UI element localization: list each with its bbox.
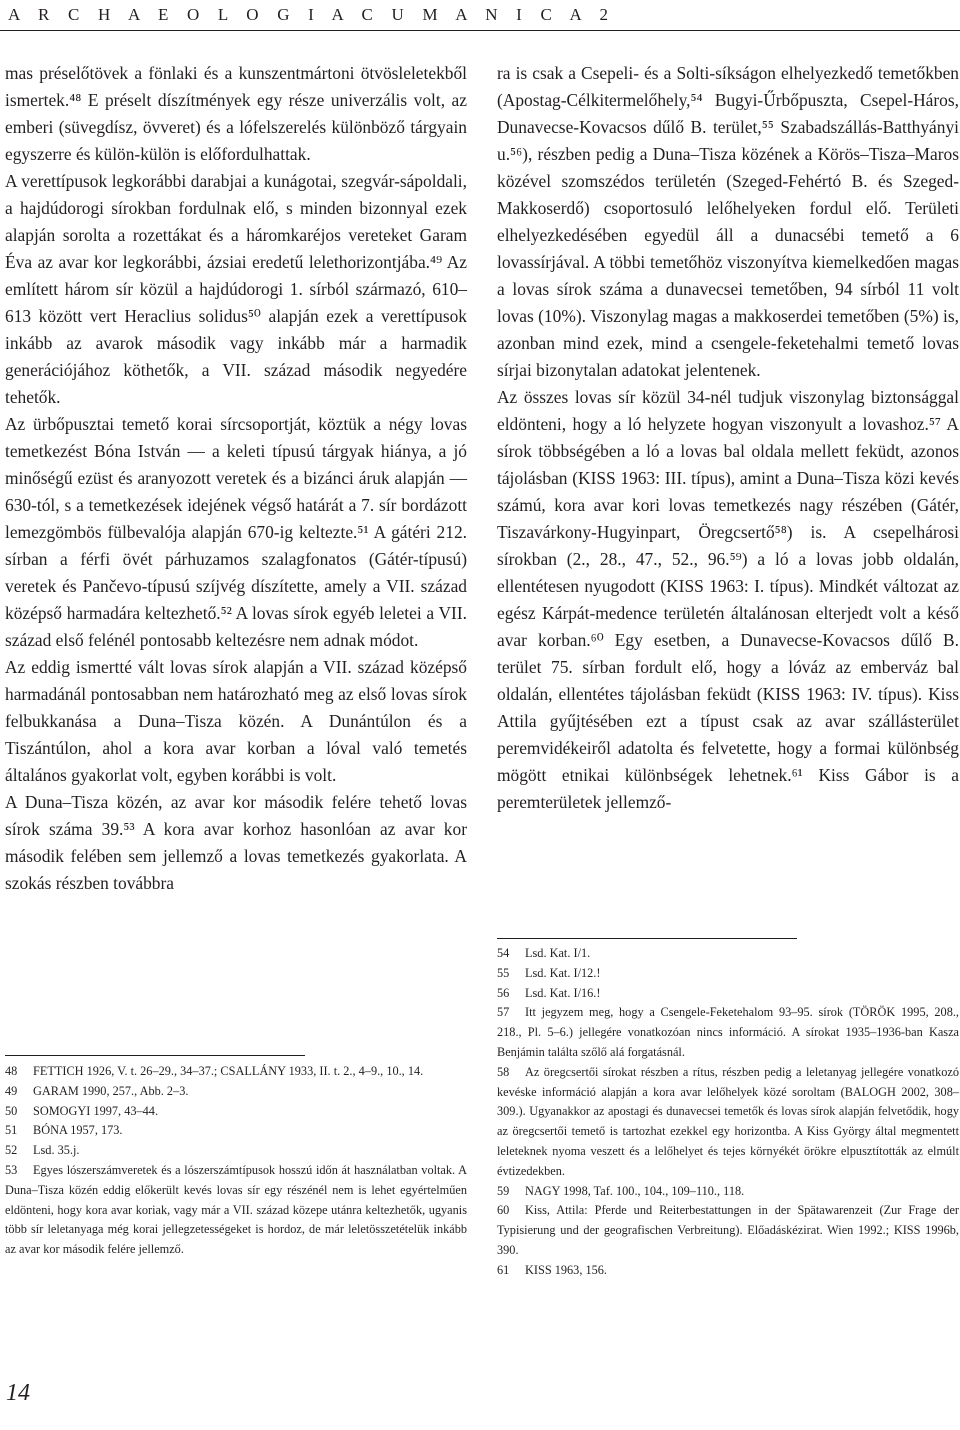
footnote-text: BÓNA 1957, 173. [33,1123,123,1138]
page-number: 14 [6,1380,30,1406]
footnote-text: SOMOGYI 1997, 43–44. [33,1103,159,1118]
footnote-separator [497,938,797,939]
footnote-number: 52 [5,1143,18,1158]
running-header [0,0,960,31]
footnote-text: Egyes lószerszámveretek és a lószerszámtípusok hosszú időn át használatban voltak. A Duna–Tisza közén eddig előkerült kevés lovas sír egy részénél nem is lehet egyértelműen eldönteni, hogy kora avar koriak, vagy már a VII. század közepe utánra keltezhetők, ugyanis több sír leletanyaga még korai jellegzetességeket is hordoz, de már leletösszetételük inkább az avar kor második felére jellemző. [5,1162,467,1257]
footnote-number: 54 [497,946,510,960]
footnote-number: 57 [497,1005,510,1020]
journal-title: A R C H A E O L O G I A C U M A N I C A 2 [8,5,616,24]
paragraph: Az ürbőpusztai temető korai sírcsoportját, köztük a négy lovas temetkezést Bóna István — a keleti típusú tárgyak hiánya, a jó minőségű ezüst és aranyozott veretek és a bizánci áruk alapján — 630-tól, s a temetkezések idejének végső határát a 7. sír bordázott lemezgömbös fülbevalója alapján 670-ig keltezte.⁵¹ A gátéri 212. sírban a férfi övét párhuzamos szalagfonatos (Gátér-típusú) veretek és Pančevo-típusú szíjvég díszítette, amely a VII. század középső harmadára keltezhető.⁵² A lovas sírok egyéb leletei a VII. század első felénél pontosabb keltezésre nem adnak módot. [5,414,467,650]
footnote [497,1063,959,1182]
paragraph: mas préselőtövek a fönlaki és a kunszentmártoni ötvösleletekből ismertek.⁴⁸ E préselt díszítmények egy része univerzális volt, az emberi (süvegdísz, övveret) és a lófelszerelés különböző tárgyain egyszerre és külön-külön is előfordulhattak. [5,63,467,164]
footnote [497,964,959,984]
footnote-text: KISS 1963, 156. [525,1262,607,1277]
footnote-number: 56 [497,985,510,1000]
footnote-text: Lsd. 35.j. [33,1143,80,1158]
footnote [5,1141,467,1161]
right-column [497,60,959,816]
paragraph: Az összes lovas sír közül 34-nél tudjuk viszonylag biztonsággal eldönteni, hogy a ló helyzete hogyan viszonyult a lovashoz.⁵⁷ A sírok többségében a ló a lovas bal oldala mellett feküdt, azonos tájolásban (KISS 1963: III. típus), amint a Duna–Tisza közi kevés számú, kora avar kori lovas temetkezés nagy részében (Gátér, Tiszavárkony-Hugyinpart, Öregcsertő⁵⁸) is. A csepelhárosi sírokban (2., 28., 47., 52., 96.⁵⁹) a ló a lovas jobb oldalán, ellentétesen nyugodott (KISS 1963: I. típus). Mindkét változat az egész Kárpát-medence területén általánosan elterjedt volt a késő avar korban.⁶⁰ Egy esetben, a Dunavecse-Kovacsos dűlő B. terület 75. sírban fordult elő, hogy a lóváz az emberváz bal oldalán, ellentétes tájolásban feküdt (KISS 1963: IV. típus). Kiss Attila gyűjtésében ezt a típust csak az avar szállásterület peremvidékeiről adatolta és felvetette, hogy a formai különbség mögött etnikai különbségek lehetnek.⁶¹ Kiss Gábor is a peremterületek jellemző- [497,387,959,812]
footnote-text: Az öregcsertői sírokat részben a rítus, részben pedig a leletanyag jellegére vonatkozó kevéske információ alapján a kora avar lelőhelyek közé soroltam (BALOGH 2002, 308–309.). Ugyanakkor az apostagi és dunavecsei temetők és lovas sírok alapján felvetődik, hogy az öregcsertői temető is tartozhat ezekkel egy horizontba. A Kiss György által megmentett leleteknek nyoma veszett és a lelőhelyet és tejes környékét örökre elpusztították az elmúlt évtizedekben. [497,1064,959,1178]
footnote [497,944,959,964]
footnote-text: Itt jegyzem meg, hogy a Csengele-Feketehalom 93–95. sírok (TÖRÖK 1995, 208., 218., Pl. 5–6.) jellegére vonatkozóan nincs információ. A sírokat 1935–1936-ban Kasza Benjámin találta szőlő alá forgatásnál. [497,1005,959,1059]
footnote [497,1003,959,1062]
footnote-text: Lsd. Kat. I/1. [525,946,591,960]
footnote-text: GARAM 1990, 257., Abb. 2–3. [33,1083,189,1098]
paragraph: A verettípusok legkorábbi darabjai a kunágotai, szegvár-sápoldali, a hajdúdorogi sírokban fordulnak elő, s minden bizonnyal ezek alapján sorolta a rozettákat és a háromkaréjos vereteket Garam Éva az avar kor legkorábbi, ázsiai eredetű lelethorizontjába.⁴⁹ Az említett három sír közül a hajdúdorogi 1. sírból származó, 610–613 között vert Heraclius solidus⁵⁰ alapján ezek a verettípusok inkább az avarok második vagy inkább már a harmadik generációjához köthetők, a VII. század második negyedére tehetők. [5,171,467,407]
footnote [497,984,959,1004]
footnote [497,1182,959,1202]
footnote [5,1161,467,1260]
footnote-number: 48 [5,1064,18,1078]
footnote-text: Kiss, Attila: Pferde und Reiterbestattungen in der Spätawarenzeit (Zur Frage der Typisierung und der geografischen Verbreitung). Előadáskézirat. Wien 1992.; KISS 1996b, 390. [497,1203,959,1257]
paragraph: Az eddig ismertté vált lovas sírok alapján a VII. század középső harmadánál pontosabban nem határozható meg az első lovas sírok felbukkanása a Duna–Tisza közén. A Dunántúlon és a Tiszántúlon, ahol a kora avar korban a lóval való temetés általános gyakorlat volt, egyben korábbi is volt. [5,657,467,785]
footnote [5,1062,467,1082]
footnote-text: NAGY 1998, Taf. 100., 104., 109–110., 118. [525,1183,745,1198]
footnote-number: 61 [497,1262,510,1277]
footnote-number: 59 [497,1183,510,1198]
footnote-number: 49 [5,1083,18,1098]
footnote-text: Lsd. Kat. I/12.! [525,965,601,980]
footnote [497,1201,959,1260]
footnote-number: 53 [5,1162,18,1177]
footnote-separator [5,1055,305,1056]
footnote-number: 58 [497,1064,510,1079]
paragraph: ra is csak a Csepeli- és a Solti-síkságon elhelyezkedő temetőkben (Apostag-Célkitermelőhely,⁵⁴ Bugyi-Űrbőpuszta, Csepel-Háros, Dunavecse-Kovacsos dűlő B. terület,⁵⁵ Szabadszállás-Batthyányi u.⁵⁶), részben pedig a Duna–Tisza közének a Körös–Tisza–Maros közével szomszédos területén (Szeged-Fehértó B. és Szeged-Makkoserdő) csoportosuló lelőhelyeken fordul elő. Területi elhelyezkedésében egyedül áll a dunacsébi temető a 6 lovassírjával. A többi temetőhöz viszonyítva kiemelkedően magas a lovas sírok száma a dunavecsei temetőben, 94 sírból 11 volt lovas (10%). Viszonylag magas a makkoserdei temetőben (5%) is, azonban mind ezek, mind a csengele-feketehalmi temető lovas sírjai bizonytalan adatokat jelentenek. [497,63,959,380]
footnote-number: 51 [5,1123,18,1138]
footnote [497,1261,959,1281]
footnote [5,1082,467,1102]
footnote-number: 55 [497,965,510,980]
left-footnotes [5,1062,467,1260]
right-footnotes [497,944,959,1281]
paragraph: A Duna–Tisza közén, az avar kor második felére tehető lovas sírok száma 39.⁵³ A kora avar korhoz hasonlóan az avar kor második felében sem jellemző a lovas temetkezés gyakorlata. A szokás részben továbbra [5,792,467,893]
footnote [5,1102,467,1122]
footnote-number: 50 [5,1103,18,1118]
left-column [5,60,467,897]
footnote [5,1121,467,1141]
footnote-number: 60 [497,1203,510,1218]
footnote-text: FETTICH 1926, V. t. 26–29., 34–37.; CSALLÁNY 1933, II. t. 2., 4–9., 10., 14. [33,1064,424,1078]
footnote-text: Lsd. Kat. I/16.! [525,985,601,1000]
